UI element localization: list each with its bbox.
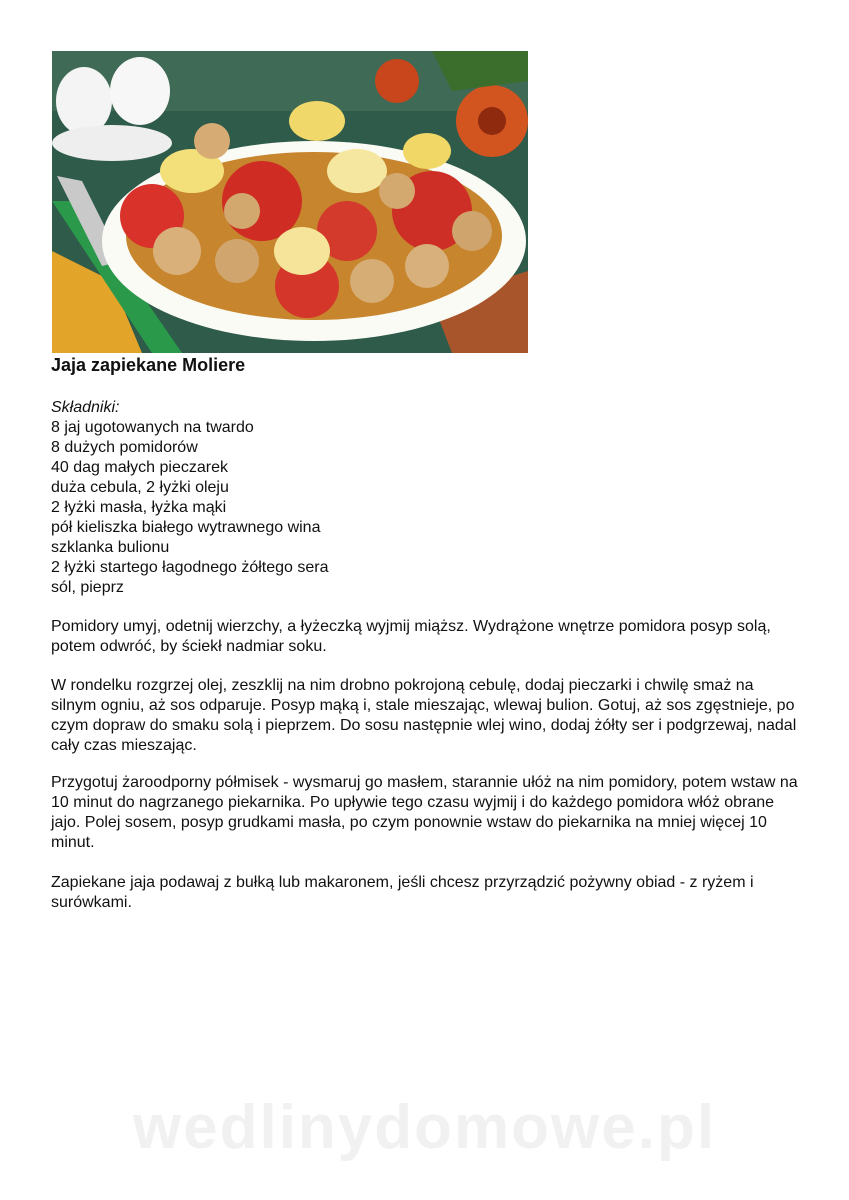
baked-eggs-dish-illustration [52,51,528,353]
recipe-title: Jaja zapiekane Moliere [51,355,246,375]
ingredient-item: sól, pieprz [51,579,124,596]
ingredient-item: szklanka bulionu [51,539,170,556]
ingredient-item: pół kieliszka białego wytrawnego wina [51,519,321,536]
ingredient-item: 8 dużych pomidorów [51,439,198,456]
recipe-photo [52,51,528,353]
site-watermark: wedlinydomowe.pl [132,1093,717,1162]
ingredients-section [51,398,329,598]
instruction-paragraph: Zapiekane jaja podawaj z bułką lub makaronem, jeśli chcesz przyrządzić pożywny obiad - z ryżem i surówkami. [51,874,754,911]
ingredient-item: 2 łyżki masła, łyżka mąki [51,499,227,516]
ingredient-item: 40 dag małych pieczarek [51,459,228,476]
ingredients-label: Składniki: [51,399,120,416]
ingredient-item: 2 łyżki startego łagodnego żółtego sera [51,559,329,576]
instruction-paragraph: W rondelku rozgrzej olej, zeszklij na nim drobno pokrojoną cebulę, dodaj pieczarki i chwilę smaż na silnym ogniu, aż sos odparuje. Posyp mąką i, stale mieszając, wlewaj bulion. Gotuj, aż sos zgęstnieje, po czym dopraw do smaku solą i pieprzem. Do sosu następnie wlej wino, dodaj żółty ser i podgrzewaj, nadal cały czas mieszając. [51,677,797,754]
instruction-paragraph: Pomidory umyj, odetnij wierzchy, a łyżeczką wyjmij miąższ. Wydrążone wnętrze pomidora posyp solą, potem odwróć, by ściekł nadmiar soku. [51,618,771,655]
ingredient-item: duża cebula, 2 łyżki oleju [51,479,229,496]
ingredient-item: 8 jaj ugotowanych na twardo [51,419,254,436]
instruction-paragraph: Przygotuj żaroodporny półmisek - wysmaruj go masłem, starannie ułóż na nim pomidory, potem wstaw na 10 minut do nagrzanego piekarnika. Po upływie tego czasu wyjmij i do każdego pomidora włóż obrane jajo. Polej sosem, posyp grudkami masła, po czym ponownie wstaw do piekarnika na mniej więcej 10 minut. [51,774,798,851]
ingredients-list [51,418,329,598]
